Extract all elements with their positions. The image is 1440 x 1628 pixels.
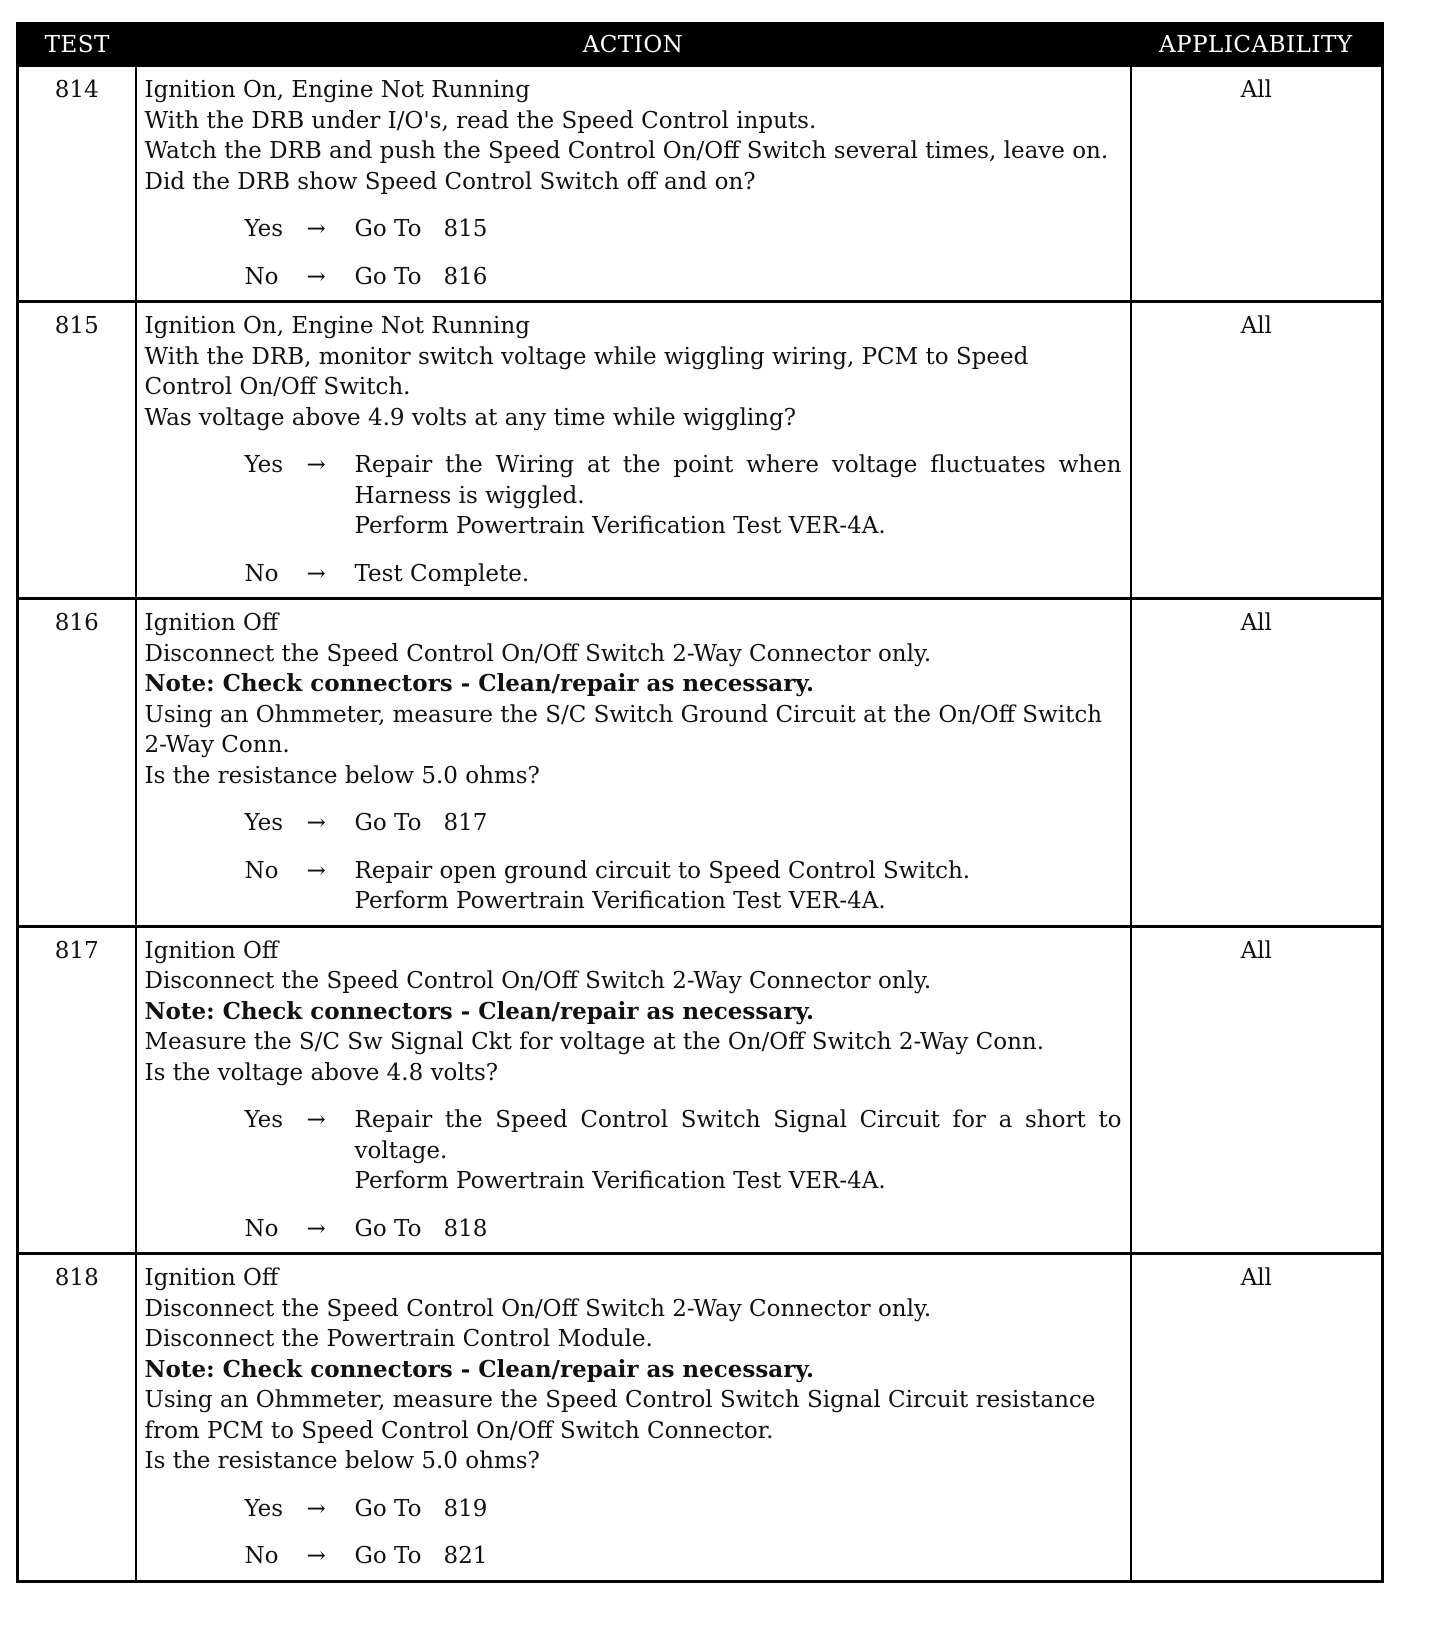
instruction-line: With the DRB under I/O's, read the Speed Control inputs. xyxy=(144,107,817,134)
table-row xyxy=(18,926,1383,1254)
table-row xyxy=(18,1254,1383,1582)
instruction-line: Did the DRB show Speed Control Switch off and on? xyxy=(144,168,756,195)
result-text: Go To xyxy=(354,1543,422,1569)
outcome-no xyxy=(245,559,1122,590)
outcome-result xyxy=(355,1494,1122,1525)
result-line xyxy=(355,808,1122,839)
outcome-result xyxy=(355,450,1122,542)
result-text: Perform Powertrain Verification Test VER-4A. xyxy=(354,513,886,539)
instruction-line: Ignition On, Engine Not Running xyxy=(144,77,530,103)
instruction-line: Using an Ohmmeter, measure the S/C Switch Ground Circuit at the On/Off Switch 2-Way Conn. xyxy=(144,701,1103,758)
result-line xyxy=(355,1105,1122,1166)
diagnostic-table xyxy=(16,22,1384,1583)
outcome-answer: Yes xyxy=(244,216,284,242)
test-number: 815 xyxy=(18,302,136,599)
action-cell xyxy=(136,599,1131,927)
right-arrow-icon: → xyxy=(306,810,326,836)
goto-test-number: 819 xyxy=(443,1495,488,1522)
test-number: 816 xyxy=(18,599,136,927)
outcome-no xyxy=(245,262,1122,293)
note-line: Note: Check connectors - Clean/repair as necessary. xyxy=(144,997,815,1025)
result-line xyxy=(355,1541,1122,1572)
test-number: 817 xyxy=(18,926,136,1254)
instruction-line: Using an Ohmmeter, measure the Speed Control Switch Signal Circuit resistance from PCM to Speed Control On/Off Switch Connector. xyxy=(144,1387,1096,1444)
outcome-yes xyxy=(245,1105,1122,1197)
action-cell xyxy=(136,66,1131,302)
goto-test-number: 815 xyxy=(443,216,488,242)
instruction-line: Disconnect the Speed Control On/Off Switch 2-Way Connector only. xyxy=(144,640,932,667)
result-line xyxy=(355,856,1122,887)
outcome-yes xyxy=(245,450,1122,542)
outcome-no xyxy=(245,856,1122,917)
outcome-result xyxy=(355,856,1122,917)
outcome-result xyxy=(355,559,1122,590)
outcome-no xyxy=(245,1214,1122,1245)
result-text: Repair open ground circuit to Speed Control Switch. xyxy=(354,857,971,884)
result-text: Perform Powertrain Verification Test VER-4A. xyxy=(354,888,886,914)
outcome-result xyxy=(355,1214,1122,1245)
result-text: Go To xyxy=(354,810,422,836)
result-text: Go To xyxy=(354,1495,422,1522)
diagnostic-test-sheet xyxy=(16,22,1381,1583)
result-line xyxy=(355,1214,1122,1245)
result-line xyxy=(355,1166,1122,1197)
instruction-line: Ignition Off xyxy=(144,610,279,636)
instruction-line: Disconnect the Powertrain Control Module. xyxy=(144,1326,653,1352)
instruction-line: Is the resistance below 5.0 ohms? xyxy=(144,1448,540,1474)
outcome-result xyxy=(355,262,1122,293)
applicability-cell: All xyxy=(1131,599,1383,927)
right-arrow-icon: → xyxy=(306,857,326,884)
right-arrow-icon: → xyxy=(306,1107,326,1133)
outcome-yes xyxy=(245,808,1122,839)
applicability-cell: All xyxy=(1131,302,1383,599)
result-text: Go To xyxy=(354,1215,422,1242)
outcome-result xyxy=(355,214,1122,245)
instruction-line: Watch the DRB and push the Speed Control On/Off Switch several times, leave on. xyxy=(144,138,1109,164)
right-arrow-icon: → xyxy=(306,263,326,290)
table-header xyxy=(18,24,1383,67)
applicability-cell: All xyxy=(1131,1254,1383,1582)
table-row xyxy=(18,599,1383,927)
result-text: Perform Powertrain Verification Test VER-4A. xyxy=(354,1168,886,1194)
action-cell xyxy=(136,302,1131,599)
result-text: Repair the Wiring at the point where voltage fluctuates when Harness is wiggled. xyxy=(354,452,1122,509)
table-row xyxy=(18,66,1383,302)
result-line xyxy=(355,511,1122,542)
outcome-no xyxy=(245,1541,1122,1572)
instruction-line: Disconnect the Speed Control On/Off Switch 2-Way Connector only. xyxy=(144,968,932,994)
outcome-result xyxy=(355,808,1122,839)
applicability-cell: All xyxy=(1131,926,1383,1254)
instruction-line: Ignition Off xyxy=(144,1265,279,1291)
outcome-answer: Yes xyxy=(244,810,284,836)
right-arrow-icon: → xyxy=(306,216,326,242)
result-line xyxy=(355,214,1122,245)
goto-test-number: 818 xyxy=(443,1215,488,1242)
outcome-answer: Yes xyxy=(244,452,284,478)
instruction-line: Measure the S/C Sw Signal Ckt for voltage at the On/Off Switch 2-Way Conn. xyxy=(144,1029,1045,1055)
header-test: TEST xyxy=(18,24,136,67)
test-number: 814 xyxy=(18,66,136,302)
test-number: 818 xyxy=(18,1254,136,1582)
instruction-line: Ignition Off xyxy=(144,937,279,964)
instruction-line: Was voltage above 4.9 volts at any time while wiggling? xyxy=(144,404,797,431)
result-text: Test Complete. xyxy=(354,560,530,587)
right-arrow-icon: → xyxy=(306,560,326,587)
instruction-line: Is the voltage above 4.8 volts? xyxy=(144,1059,499,1086)
result-line xyxy=(355,886,1122,917)
result-line xyxy=(355,1494,1122,1525)
table-row xyxy=(18,302,1383,599)
outcome-yes xyxy=(245,214,1122,245)
note-line: Note: Check connectors - Clean/repair as necessary. xyxy=(144,670,815,697)
instruction-line: With the DRB, monitor switch voltage while wiggling wiring, PCM to Speed Control On/Off Switch. xyxy=(144,343,1029,400)
result-line xyxy=(355,450,1122,511)
right-arrow-icon: → xyxy=(306,1495,326,1522)
outcome-answer: No xyxy=(244,1215,279,1242)
goto-test-number: 821 xyxy=(443,1543,488,1569)
goto-test-number: 816 xyxy=(443,263,488,290)
outcome-answer: Yes xyxy=(244,1107,284,1133)
outcome-result xyxy=(355,1105,1122,1197)
note-line: Note: Check connectors - Clean/repair as necessary. xyxy=(144,1355,815,1383)
result-text: Go To xyxy=(354,263,422,290)
header-applicability: APPLICABILITY xyxy=(1131,24,1383,67)
instruction-line: Is the resistance below 5.0 ohms? xyxy=(144,762,540,789)
outcome-answer: No xyxy=(244,560,279,587)
outcome-answer: No xyxy=(244,857,279,884)
result-line xyxy=(355,262,1122,293)
outcome-answer: No xyxy=(244,263,279,290)
right-arrow-icon: → xyxy=(306,452,326,478)
table-body xyxy=(18,66,1383,1581)
applicability-cell: All xyxy=(1131,66,1383,302)
outcome-yes xyxy=(245,1494,1122,1525)
action-cell xyxy=(136,1254,1131,1582)
outcome-answer: Yes xyxy=(244,1495,284,1522)
right-arrow-icon: → xyxy=(306,1543,326,1569)
action-cell xyxy=(136,926,1131,1254)
instruction-line: Ignition On, Engine Not Running xyxy=(144,313,530,339)
goto-test-number: 817 xyxy=(443,810,488,836)
result-line xyxy=(355,559,1122,590)
result-text: Go To xyxy=(354,216,422,242)
right-arrow-icon: → xyxy=(306,1215,326,1242)
result-text: Repair the Speed Control Switch Signal Circuit for a short to voltage. xyxy=(354,1107,1122,1164)
instruction-line: Disconnect the Speed Control On/Off Switch 2-Way Connector only. xyxy=(144,1295,932,1322)
outcome-result xyxy=(355,1541,1122,1572)
outcome-answer: No xyxy=(244,1543,279,1569)
header-action: ACTION xyxy=(136,24,1131,67)
